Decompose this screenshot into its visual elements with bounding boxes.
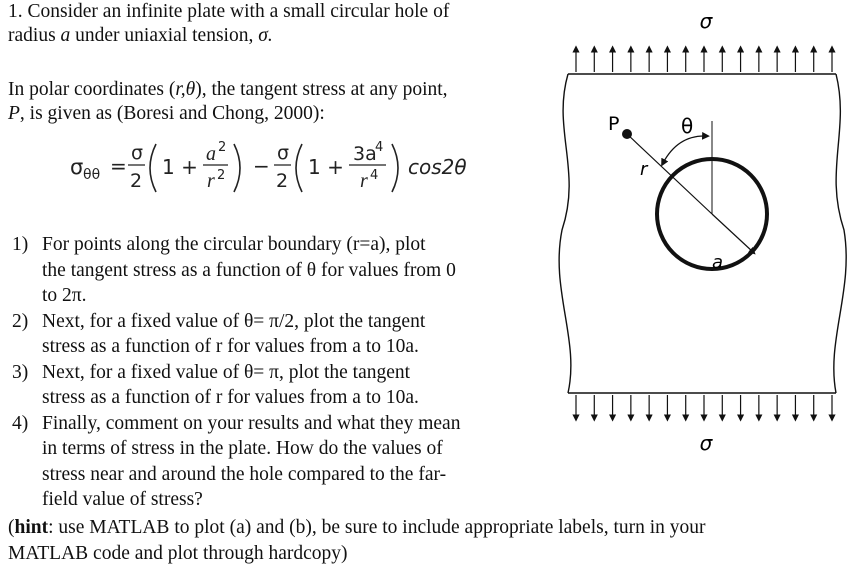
label-theta: θ (681, 114, 694, 138)
radius-arrow (712, 214, 753, 252)
list-item (8, 411, 528, 513)
intro-text-2: under uniaxial tension, (70, 25, 259, 46)
item-line: the tangent stress as a function of θ for values from 0 (42, 259, 456, 281)
eq-r: r (207, 170, 215, 192)
item-number: 3) (12, 361, 29, 383)
item-line: Next, for a fixed value of θ= π/2, plot the tangent (42, 310, 426, 332)
task-list (8, 232, 528, 513)
radius-variable: a (60, 25, 71, 46)
eq-sigma-2: σ (277, 142, 290, 164)
hint-line-2: MATLAB code and plot through hardcopy) (8, 543, 348, 564)
item-line: stress near and around the hole compared to the far- (42, 463, 447, 485)
hint-line-1 (8, 517, 706, 538)
item-number: 1) (12, 234, 29, 255)
hint-paren: ( (8, 517, 15, 538)
plate-left-edge (559, 74, 571, 393)
eq-3a-exp: 4 (375, 140, 384, 155)
polar-vars: r,θ (175, 79, 196, 100)
item-number: 2) (12, 310, 29, 332)
hint-label: hint (14, 517, 49, 538)
polar-citation: , is given as (Boresi and Chong, 2000): (19, 103, 325, 124)
eq-one-plus-1: 1 + (162, 155, 198, 179)
problem-statement (8, 0, 449, 48)
eq-r4-exp: 4 (370, 168, 379, 183)
tangent-stress-equation (70, 138, 530, 198)
polar-text-2: ), the tangent stress at any point, (195, 79, 448, 100)
item-line: field value of stress? (42, 489, 203, 510)
eq-sigma-1: σ (131, 142, 144, 164)
point-variable: P (8, 103, 20, 124)
eq-one-plus-2: 1 + (308, 155, 344, 179)
eq-cos: cos2θ (408, 155, 467, 179)
item-line: stress as a function of r for values from a to 10a. (42, 336, 419, 357)
polar-line-1 (8, 79, 448, 100)
top-tension-arrows (576, 49, 832, 72)
intro-line-1: 1. Consider an infinite plate with a small circular hole of (8, 1, 450, 22)
sigma-bottom-label: σ (699, 431, 713, 455)
item-line: in terms of stress in the plate. How do the values of (42, 438, 443, 459)
item-line: to 2π. (42, 285, 87, 306)
label-r: r (640, 159, 648, 180)
eq-lhs-subscript: θθ (83, 167, 101, 183)
list-item (8, 232, 528, 309)
sigma-symbol: σ. (258, 25, 273, 46)
eq-two-2: 2 (276, 170, 289, 192)
eq-minus: − (253, 154, 270, 178)
item-line: stress as a function of r for values from a to 10a. (42, 387, 419, 408)
plate-with-hole-figure (548, 0, 865, 488)
eq-lhs-sigma: σ (70, 155, 84, 179)
plate-right-edge (834, 74, 846, 393)
list-item (8, 309, 528, 360)
eq-r-exp: 2 (217, 168, 226, 183)
hint-note (8, 515, 706, 567)
bottom-tension-arrows (576, 395, 832, 418)
label-a: a (712, 252, 724, 273)
item-line: For points along the circular boundary (r=a), plot (42, 234, 426, 255)
polar-coordinates-text (8, 78, 448, 126)
label-p: P (608, 113, 620, 135)
polar-line-2 (8, 102, 448, 126)
eq-a-exp: 2 (218, 140, 227, 155)
item-line: Finally, comment on your results and what they mean (42, 412, 461, 434)
eq-a: a (206, 143, 216, 165)
intro-text: radius (8, 25, 61, 46)
list-item (8, 360, 528, 411)
polar-text: In polar coordinates ( (8, 79, 176, 100)
intro-line-2 (8, 24, 449, 48)
hint-text: : use MATLAB to plot (a) and (b), be sure to include appropriate labels, turn in your (48, 517, 706, 538)
eq-3a: 3a (353, 143, 377, 165)
item-number: 4) (12, 412, 29, 434)
sigma-top-label: σ (699, 9, 713, 33)
eq-two-1: 2 (130, 170, 143, 192)
eq-r4: r (360, 170, 368, 192)
item-line: Next, for a fixed value of θ= π, plot the tangent (42, 361, 411, 383)
eq-equals: = (110, 154, 127, 178)
